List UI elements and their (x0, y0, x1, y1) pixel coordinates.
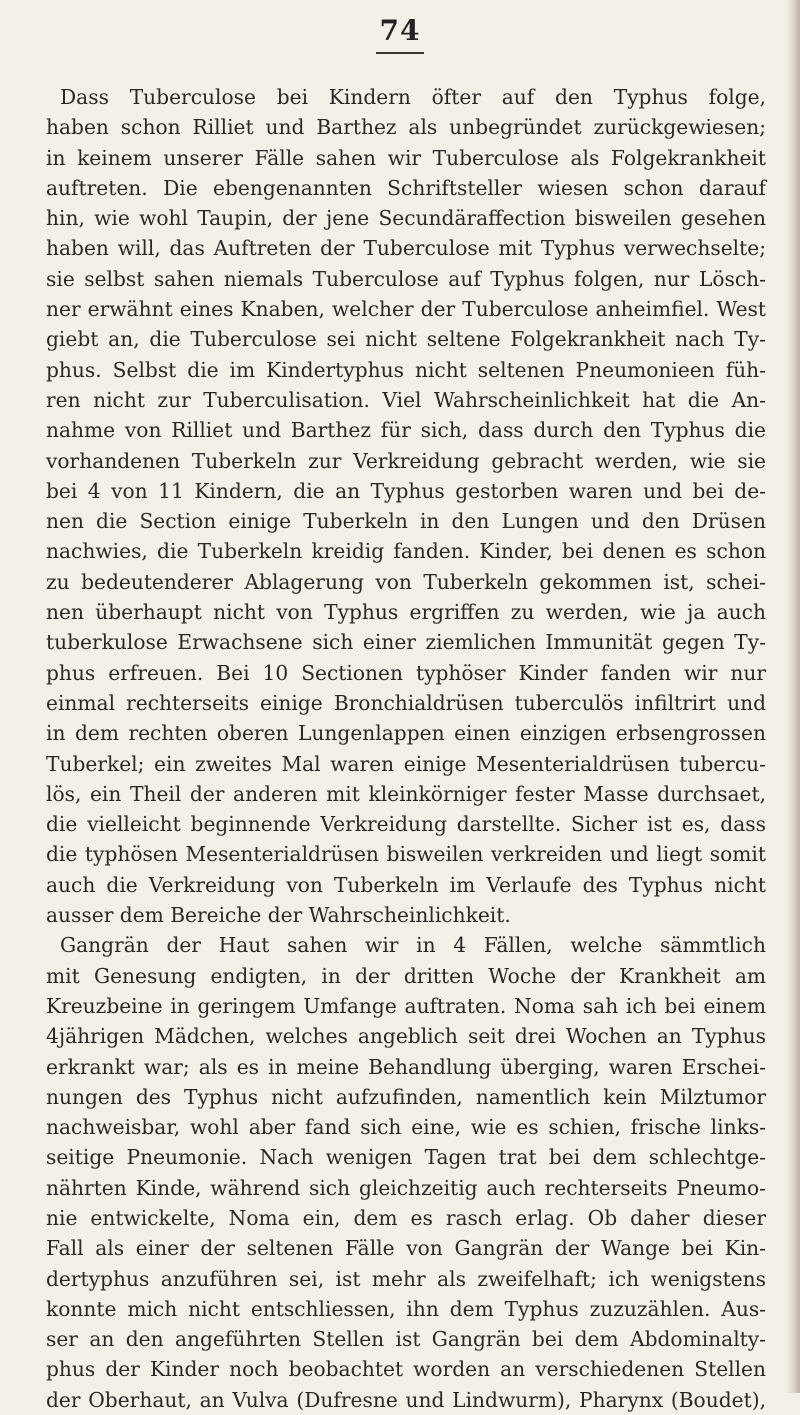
text-line: nen die Section einige Tuberkeln in den Lungen und den Drüsen (46, 509, 766, 534)
text-line: ner erwähnt eines Knaben, welcher der Tuberculose anheimfiel. West (46, 297, 766, 322)
text-line: ren nicht zur Tuberculisation. Viel Wahrscheinlichkeit hat die An- (46, 387, 766, 412)
text-line: ser an den angeführten Stellen ist Gangrän bei dem Abdominalty- (46, 1327, 766, 1352)
text-line: nen überhaupt nicht von Typhus ergriffen zu werden, wie ja auch (46, 600, 766, 625)
text-line: nährten Kinde, während sich gleichzeitig auch rechterseits Pneumo- (46, 1175, 766, 1200)
text-line: in dem rechten oberen Lungenlappen einen einzigen erbsengrossen (46, 721, 766, 746)
text-line: der Oberhaut, an Vulva (Dufresne und Lindwurm), Pharynx (Boudet), (46, 1387, 766, 1412)
text-line: phus. Selbst die im Kindertyphus nicht seltenen Pneumonieen füh- (46, 357, 766, 382)
text-line: 4jährigen Mädchen, welches angeblich seit drei Wochen an Typhus (46, 1024, 766, 1049)
text-line: haben schon Rilliet und Barthez als unbegründet zurückgewiesen; (46, 115, 766, 140)
text-line: die typhösen Mesenterialdrüsen bisweilen verkreiden und liegt somit (46, 842, 766, 867)
header-rule (376, 52, 424, 54)
text-line: in keinem unserer Fälle sahen wir Tuberculose als Folgekrankheit (46, 145, 766, 170)
text-line: Kreuzbeine in geringem Umfange auftraten. Noma sah ich bei einem (46, 993, 766, 1018)
body-text (46, 82, 766, 1415)
text-line: auftreten. Die ebengenannten Schriftsteller wiesen schon darauf (46, 175, 766, 200)
text-line: phus erfreuen. Bei 10 Sectionen typhöser Kinder fanden wir nur (46, 660, 766, 685)
text-line: haben will, das Auftreten der Tuberculose mit Typhus verwechselte; (46, 236, 766, 261)
text-line: einmal rechterseits einige Bronchialdrüsen tuberculös infiltrirt und (46, 690, 766, 715)
text-line: mit Genesung endigten, in der dritten Woche der Krankheit am (46, 963, 766, 988)
text-line: bei 4 von 11 Kindern, die an Typhus gestorben waren und bei de- (46, 478, 766, 503)
text-line: erkrankt war; als es in meine Behandlung überging, waren Erschei- (46, 1054, 766, 1079)
text-line: Gangrän der Haut sahen wir in 4 Fällen, welche sämmtlich (60, 933, 766, 958)
text-line: lös, ein Theil der anderen mit kleinkörniger fester Masse durchsaet, (46, 781, 766, 806)
text-line: die vielleicht beginnende Verkreidung darstellte. Sicher ist es, dass (46, 812, 766, 837)
text-line: tuberkulose Erwachsene sich einer ziemlichen Immunität gegen Ty- (46, 630, 766, 655)
text-line: Dass Tuberculose bei Kindern öfter auf den Typhus folge, (60, 85, 766, 109)
text-line: nungen des Typhus nicht aufzufinden, namentlich kein Milztumor (46, 1084, 766, 1109)
text-line: auch die Verkreidung von Tuberkeln im Verlaufe des Typhus nicht (46, 872, 766, 897)
text-line: hin, wie wohl Taupin, der jene Secundäraffection bisweilen gesehen (46, 206, 766, 231)
text-line: Tuberkel; ein zweites Mal waren einige Mesenterialdrüsen tubercu- (46, 751, 766, 776)
text-line: nahme von Rilliet und Barthez für sich, dass durch den Typhus die (46, 418, 766, 443)
text-line: seitige Pneumonie. Nach wenigen Tagen trat bei dem schlechtge- (46, 1145, 766, 1170)
text-line: nachweisbar, wohl aber fand sich eine, wie es schien, frische links- (46, 1115, 766, 1140)
page-number: 74 (379, 14, 421, 47)
text-line: phus der Kinder noch beobachtet worden an verschiedenen Stellen (46, 1357, 766, 1382)
text-line: ausser dem Bereiche der Wahrscheinlichkeit. (46, 903, 511, 928)
text-line: vorhandenen Tuberkeln zur Verkreidung gebracht werden, wie sie (46, 448, 766, 473)
text-line: nie entwickelte, Noma ein, dem es rasch erlag. Ob daher dieser (46, 1205, 766, 1230)
page-edge-shadow (786, 0, 800, 1393)
text-line: zu bedeutenderer Ablagerung von Tuberkeln gekommen ist, schei- (46, 569, 766, 594)
text-line: sie selbst sahen niemals Tuberculose auf Typhus folgen, nur Lösch- (46, 266, 766, 291)
text-line: dertyphus anzuführen sei, ist mehr als zweifelhaft; ich wenigstens (46, 1266, 766, 1291)
text-line: giebt an, die Tuberculose sei nicht seltene Folgekrankheit nach Ty- (46, 327, 766, 352)
text-line: nachwies, die Tuberkeln kreidig fanden. Kinder, bei denen es schon (46, 539, 766, 564)
text-line: konnte mich nicht entschliessen, ihn dem Typhus zuzuzählen. Aus- (46, 1296, 766, 1321)
text-line: Fall als einer der seltenen Fälle von Gangrän der Wange bei Kin- (46, 1236, 766, 1261)
